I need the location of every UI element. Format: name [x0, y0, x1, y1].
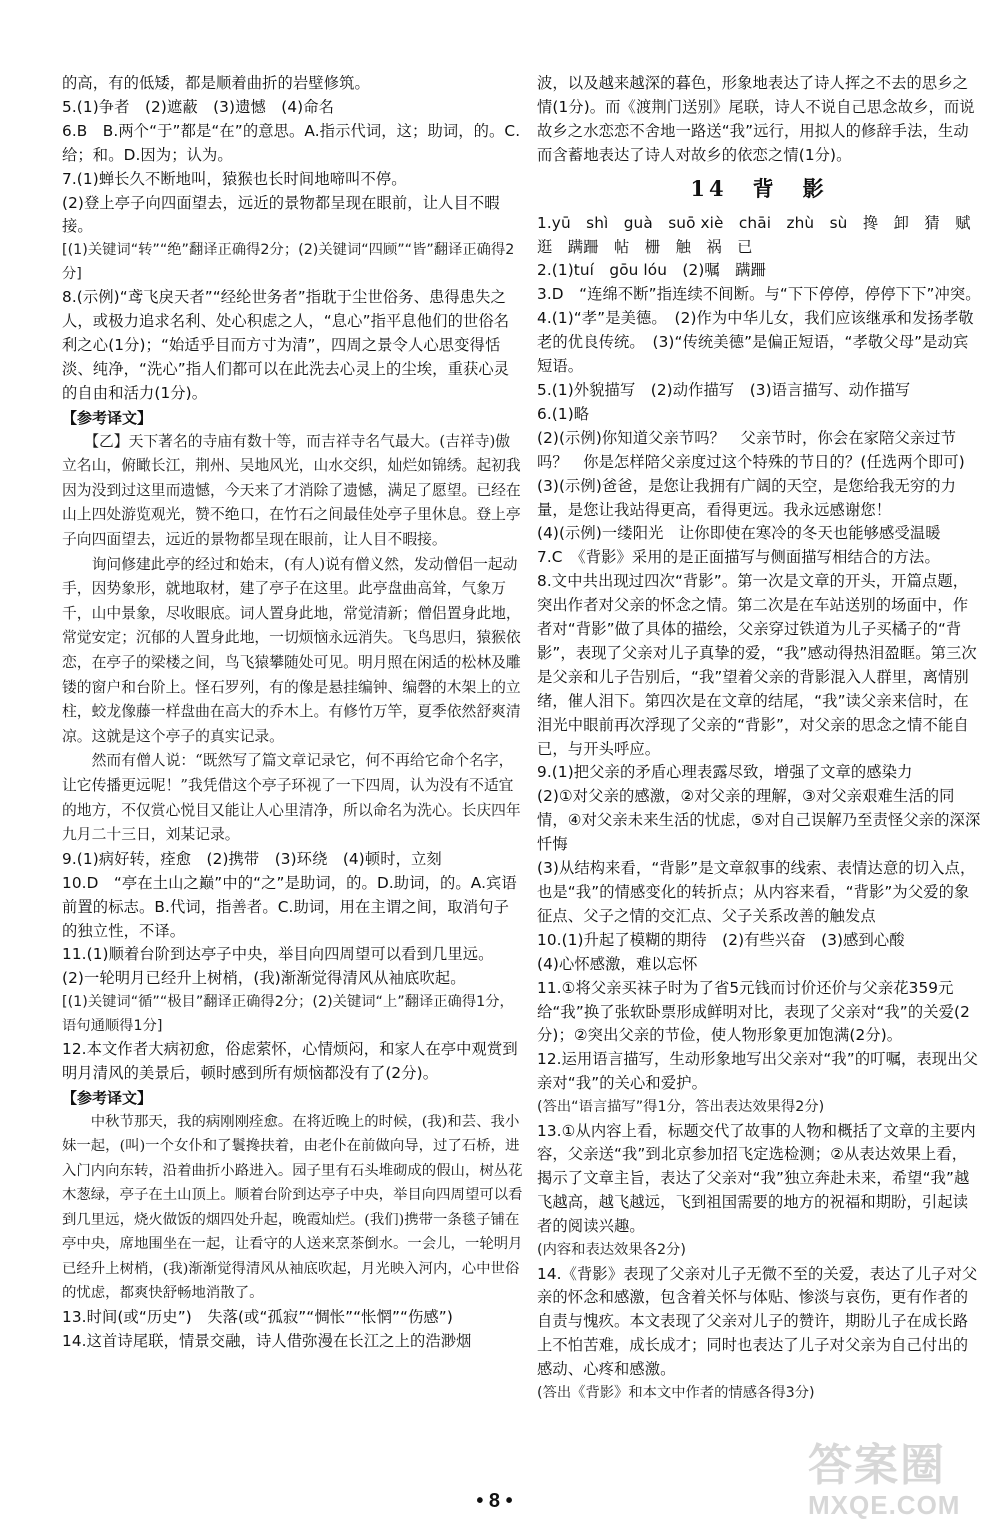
left-hdr-block-3: 【参考译文】	[62, 408, 153, 427]
right-column	[537, 72, 981, 1405]
section-title-lesson-14: 14 背 影	[690, 175, 828, 201]
right-blk-block-0: 1.yū shì guà suō xiè chāi zhù sù 搀 卸 猜 赋 逛 蹒跚 帖 栅 触 祸 已 2.(1)tuí gōu lóu (2)嘱 蹒跚 3.D “连绵不断”指连续不间断。与“下下停停，停停下下”冲突。 4.(1)“孝”是美德。 (2)作为中华儿女，我们应该继承和发扬孝敬老的优良传统。 (3)“传统美德”是偏正短语，“孝敬父母”是动宾短语。 5.(1)外貌描写 (2)动作描写 (3)语言描写、动作描写 6.(1)略 (2)(示例)你知道父亲节吗？ 父亲节时，你会在家陪父亲过节吗？ 你是怎样陪父亲度过这个特殊的节日的？(任选两个即可) (3)(示例)爸爸，是您让我拥有广阔的天空，是您给我无穷的力量，是您让我站得更高，看得更远。我永远感谢您！ (4)(示例)一缕阳光 让你即使在寒冷的冬天也能够感受温暖 7.C 《背影》采用的是正面描写与侧面描写相结合的方法。 8.文中共出现过四次“背影”。第一次是文章的开头，开篇点题，突出作者对父亲的怀念之情。第二次是在车站送别的场面中，作者对“背影”做了具体的描绘，父亲穿过铁道为儿子买橘子的“背影”，表现了父亲对儿子真挚的爱，“我”感动得热泪盈眶。第三次是父亲和儿子告别后，“我”望着父亲的背影混入人群里，离情别绪，催人泪下。第四次是在文章的结尾，“我”读父亲来信时，在泪光中眼前再次浮现了父亲的“背影”，对父亲的思念之情不能自已，与开头呼应。 9.(1)把父亲的矛盾心理表露尽致，增强了文章的感染力 (2)①对父亲的感激，②对父亲的理解，③对父亲艰难生活的同情，④对父亲未来生活的忧虑，⑤对自己误解乃至责怪父亲的深深忏悔 (3)从结构来看，“背影”是文章叙事的线索、表情达意的切入点，也是“我”的情感变化的转折点；从内容来看，“背影”为父爱的象征点、父子之情的交汇点、父子关系改善的触发点 10.(1)升起了模糊的期待 (2)有些兴奋 (3)感到心酸 (4)心怀感激，难以忘怀 11.①将父亲买袜子时为了省5元钱而讨价还价与父亲花359元给“我”换了张软卧票形成鲜明对比，表现了父亲对“我”的关爱(2分)；②突出父亲的节俭，使人物形象更加饱满(2分)。 12.运用语言描写，生动形象地写出父亲对“我”的叮嘱，表现出父亲对“我”的关心和爱护。	[537, 213, 981, 1093]
watermark-logo	[808, 1442, 980, 1528]
lesson13-answer-14-continued: 波，以及越来越深的暮色，形象地表达了诗人挥之不去的思乡之情(1分)。而《渡荆门送别》尾联，诗人不说自己思念故乡，而说故乡之水恋恋不舍地一路送“我”远行，用拟人的修辞手法，生动而含蓄地表达了诗人对故乡的依恋之情(1分)。	[537, 74, 975, 164]
left-note-block-1: [(1)关键词“转”“绝”翻译正确得2分；(2)关键词“四顾”“皆”翻译正确得2分]	[62, 242, 515, 282]
left-note-block-6: [(1)关键词“循”“极目”翻译正确得2分；(2)关键词“上”翻译正确得1分，语句通顺得1分]	[62, 994, 514, 1034]
watermark-mark: 答案圈	[808, 1441, 946, 1490]
page-number: • 8 •	[476, 1490, 513, 1512]
left-blk-block-7: 12.本文作者大病初愈，俗虑萦怀，心情烦闷，和家人在亭中观赏到明月清风的美景后，顿时感到所有烦恼都没有了(2分)。	[62, 1040, 518, 1082]
left-blk-block-10: 13.时间(或“历史”) 失落(或“孤寂”“惆怅”“怅惘”“伤感”) 14.这首诗尾联，情景交融，诗人借弥漫在长江之上的浩渺烟	[62, 1307, 472, 1350]
watermark-url: MXQE.COM	[808, 1490, 961, 1520]
left-blk-block-5: 9.(1)病好转，痊愈 (2)携带 (3)环绕 (4)顿时，立刻 10.D “亭在土山之巅”中的“之”是助词，的。D.助词，的。A.宾语前置的标志。B.代词，指善者。C.助词，用在主谓之间，取消句子的独立性，不译。 11.(1)顺着台阶到达亭子中央，举目向四周望可以看到几里远。 (2)一轮明月已经升上树梢，(我)渐渐觉得清风从袖底吹起。	[62, 849, 517, 988]
right-blk-block-2: 13.①从内容上看，标题交代了故事的人物和概括了文章的主要内容，父亲送“我”到北京参加招飞定选检测；②从表达效果上看，揭示了文章主旨，表达了父亲对“我”独立奔赴未来，希望“我”越飞越高，越飞越远，飞到祖国需要的地方的祝福和期盼，引起读者的阅读兴趣。	[537, 1121, 976, 1236]
right-note-block-5: (答出《背影》和本文中作者的情感各得3分)	[537, 1385, 815, 1402]
left-blk-block-2: 8.(示例)“鸢飞戾天者”“经纶世务者”指耽于尘世俗务、患得患失之人，或极力追求名利、处心积虑之人，“息心”指平息他们的世俗名利之心(1分)；“始适乎目而方寸为清”，四周之景令人心思变得恬淡、纯净，“洗心”指人们都可以在此洗去心灵上的尘埃，重获心灵的自由和活力(1分)。	[62, 288, 510, 402]
left-tr-block-4: 【乙】天下著名的寺庙有数十等，而吉祥寺名气最大。(吉祥寺)傲立名山，俯瞰长江，荆州、吴地风光，山水交织，灿烂如锦绣。起初我因为没到过这里而遗憾，今天来了才消除了遗憾，满足了愿望。已经在山上四处游览观光，赞不绝口，在竹石之间最佳处亭子里休息。登上亭子向四面望去，远近的景物都呈现在眼前，让人目不暇接。 询问修建此亭的经过和始末，(有人)说有僧义然，发动僧侣一起动手，因势象形，就地取材，建了亭子在这里。此亭盘曲高耸，气象万千，山中景象，尽收眼底。词人置身此地，常觉清新；僧侣置身此地，常觉安定；沉郁的人置身此地，一切烦恼永远消失。飞鸟思归，猿猴依恋，在亭子的梁楼之间，鸟飞猿攀随处可见。明月照在闲适的松林及雕镂的窗户和台阶上。怪石罗列，有的像是悬挂编钟、编磬的木架上的立柱，蛟龙像藤一样盘曲在高大的乔木上。有修竹万竿，夏季依然舒爽清凉。这就是这个亭子的真实记录。 然而有僧人说：“既然写了篇文章记录它，何不再给它命个名字，让它传播更远呢！”我凭借这个亭子环视了一下四周，认为没有不适宜的地方，不仅赏心悦目又能让人心里清净，所以命名为洗心。长庆四年九月二十三日，刘某记录。	[62, 432, 521, 844]
left-hdr-block-8: 【参考译文】	[62, 1088, 153, 1107]
left-blk-block-0: 的高，有的低矮，都是顺着曲折的岩壁修筑。 5.(1)争者 (2)遮蔽 (3)遗憾 (4)命名 6.B B.两个“于”都是“在”的意思。A.指示代词，这；助词，的。C.给；和。D.因为；认为。 7.(1)蝉长久不断地叫，猿猴也长时间地啼叫不停。 (2)登上亭子向四面望去，远近的景物都呈现在眼前，让人目不暇接。	[62, 74, 521, 236]
lesson14-answers	[537, 212, 981, 1406]
right-note-block-1: (答出“语言描写”得1分，答出表达效果得2分)	[537, 1099, 825, 1116]
right-blk-block-4: 14.《背影》表现了父亲对儿子无微不至的关爱，表达了儿子对父亲的怀念和感激，包含着关怀与体贴、惨淡与哀伤，更有作者的自责与愧疚。本文表现了父亲对儿子的赞许，期盼儿子在成长路上不怕苦难，成长成才；同时也表达了儿子对父亲为自己付出的感动、心疼和感激。	[537, 1264, 978, 1379]
left-column	[62, 72, 524, 1354]
right-note-block-3: (内容和表达效果各2分)	[537, 1242, 686, 1259]
left-trb-block-9: 中秋节那天，我的病刚刚痊愈。在将近晚上的时候，(我)和芸、我小妹一起，(叫)一个女仆和了鬟搀扶着，由老仆在前做向导，过了石桥，进入门内向东转，沿着曲折小路进入。园子里有石头堆砌成的假山，树丛花木葱绿，亭子在土山顶上。顺着台阶到达亭子中央，举目向四周望可以看到几里远，烧火做饭的烟四处升起，晚霞灿烂。(我们)携带一条毯子铺在亭中央，席地围坐在一起，让看守的人送来烹茶倒水。一会儿，一轮明月已经升上树梢，(我)渐渐觉得清风从袖底吹起，月光映入河内，心中世俗的忧虑，都爽快舒畅地消散了。	[62, 1113, 523, 1302]
